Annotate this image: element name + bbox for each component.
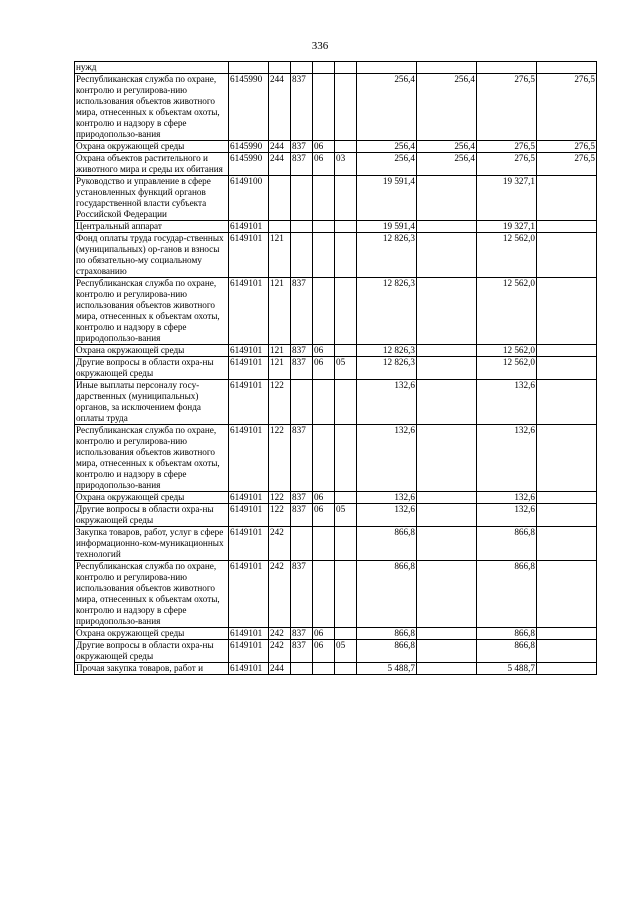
amount-year2-subvention: [537, 425, 597, 492]
target-article-code: 6149101: [229, 357, 269, 380]
amount-year1-subvention: [417, 278, 477, 345]
target-article-code: 6149101: [229, 492, 269, 504]
target-article-code: 6149101: [229, 527, 269, 561]
target-article-code: 6149101: [229, 640, 269, 663]
section-code: 06: [313, 504, 335, 527]
table-row: [75, 663, 597, 675]
section-code: [313, 221, 335, 233]
expense-type-code: 244: [269, 663, 291, 675]
section-code: 06: [313, 628, 335, 640]
amount-year2-subvention: [537, 221, 597, 233]
amount-year1-total: 5 488,7: [357, 663, 417, 675]
section-code: [313, 663, 335, 675]
subsection-code: [335, 561, 357, 628]
row-name: Иные выплаты персоналу госу-дарственных (муниципальных) органов, за исключением фонда оплаты труда: [75, 380, 229, 425]
amount-year1-total: 132,6: [357, 425, 417, 492]
row-name: Центральный аппарат: [75, 221, 229, 233]
amount-year2-subvention: [537, 504, 597, 527]
table-row: [75, 357, 597, 380]
page-number: 336: [311, 40, 329, 52]
target-article-code: 6145990: [229, 141, 269, 153]
budget-table: [74, 61, 597, 675]
subsection-code: [335, 233, 357, 278]
amount-year2-subvention: 276,5: [537, 153, 597, 176]
amount-year2-total: 12 562,0: [477, 278, 537, 345]
amount-year1-subvention: 256,4: [417, 141, 477, 153]
row-name: Другие вопросы в области охра-ны окружающей среды: [75, 640, 229, 663]
amount-year1-subvention: [417, 425, 477, 492]
section-code: 06: [313, 357, 335, 380]
expense-type-code: 242: [269, 628, 291, 640]
subsection-code: [335, 527, 357, 561]
amount-year2-subvention: 276,5: [537, 74, 597, 141]
row-name: Фонд оплаты труда государ-ственных (муниципальных) ор-ганов и взносы по обязательно-му социальному страхованию: [75, 233, 229, 278]
row-name: Республиканская служба по охране, контролю и регулирова-нию использования объектов животного мира, отнесенных к объектам охоты, контролю и надзору в сфере природопользо-вания: [75, 278, 229, 345]
expense-type-code: 121: [269, 233, 291, 278]
target-article-code: 6149101: [229, 504, 269, 527]
row-name: Республиканская служба по охране, контролю и регулирова-нию использования объектов животного мира, отнесенных к объектам охоты, контролю и надзору в сфере природопользо-вания: [75, 74, 229, 141]
amount-year2-subvention: [537, 176, 597, 221]
row-name: Охрана объектов растительного и животного мира и среды их обитания: [75, 153, 229, 176]
expense-type-code: [269, 221, 291, 233]
amount-year1-subvention: [417, 233, 477, 278]
amount-year2-total: 132,6: [477, 492, 537, 504]
section-code: [313, 176, 335, 221]
table-body: [75, 62, 597, 675]
amount-year2-total: 866,8: [477, 527, 537, 561]
subsection-code: 05: [335, 504, 357, 527]
amount-year2-subvention: [537, 527, 597, 561]
amount-year1-total: 12 826,3: [357, 357, 417, 380]
target-article-code: 6149101: [229, 561, 269, 628]
department-code: 837: [291, 504, 313, 527]
subsection-code: [335, 663, 357, 675]
amount-year1-total: 12 826,3: [357, 278, 417, 345]
department-code: [291, 176, 313, 221]
amount-year1-subvention: [417, 504, 477, 527]
table-row: [75, 278, 597, 345]
amount-year2-subvention: 276,5: [537, 141, 597, 153]
amount-year2-subvention: [537, 233, 597, 278]
amount-year2-total: 5 488,7: [477, 663, 537, 675]
department-code: 837: [291, 357, 313, 380]
amount-year1-subvention: [417, 663, 477, 675]
table-row: [75, 527, 597, 561]
amount-year2-subvention: [537, 628, 597, 640]
row-name: Республиканская служба по охране, контролю и регулирова-нию использования объектов животного мира, отнесенных к объектам охоты, контролю и надзору в сфере природопользо-вания: [75, 561, 229, 628]
amount-year1-subvention: [417, 345, 477, 357]
row-name: Республиканская служба по охране, контролю и регулирова-нию использования объектов животного мира, отнесенных к объектам охоты, контролю и надзору в сфере природопользо-вания: [75, 425, 229, 492]
row-name: Руководство и управление в сфере установленных функций органов государственной власти субъекта Российской Федерации: [75, 176, 229, 221]
amount-year1-total: 256,4: [357, 153, 417, 176]
amount-year1-subvention: [417, 628, 477, 640]
section-code: 06: [313, 492, 335, 504]
expense-type-code: 242: [269, 640, 291, 663]
table-row: [75, 380, 597, 425]
amount-year2-subvention: [537, 663, 597, 675]
amount-year2-total: 276,5: [477, 141, 537, 153]
amount-year2-total: 276,5: [477, 153, 537, 176]
subsection-code: [335, 141, 357, 153]
section-code: 06: [313, 153, 335, 176]
subsection-code: 05: [335, 640, 357, 663]
department-code: 837: [291, 628, 313, 640]
row-name: Другие вопросы в области охра-ны окружающей среды: [75, 504, 229, 527]
subsection-code: [335, 74, 357, 141]
amount-year2-total: 19 327,1: [477, 221, 537, 233]
department-code: 837: [291, 74, 313, 141]
table-row: [75, 628, 597, 640]
target-article-code: 6149101: [229, 345, 269, 357]
subsection-code: [335, 278, 357, 345]
department-code: [291, 380, 313, 425]
department-code: 837: [291, 141, 313, 153]
amount-year2-total: 132,6: [477, 504, 537, 527]
department-code: 837: [291, 278, 313, 345]
amount-year1-total: 256,4: [357, 74, 417, 141]
amount-year2-total: 12 562,0: [477, 345, 537, 357]
amount-year2-subvention: [537, 380, 597, 425]
subsection-code: 05: [335, 357, 357, 380]
target-article-code: 6145990: [229, 74, 269, 141]
section-code: [313, 278, 335, 345]
department-code: 837: [291, 153, 313, 176]
subsection-code: [335, 380, 357, 425]
expense-type-code: 242: [269, 561, 291, 628]
row-name: Другие вопросы в области охра-ны окружающей среды: [75, 357, 229, 380]
department-code: 837: [291, 492, 313, 504]
amount-year1-subvention: [417, 176, 477, 221]
table-row: [75, 176, 597, 221]
amount-year1-subvention: 256,4: [417, 153, 477, 176]
expense-type-code: 122: [269, 380, 291, 425]
department-code: 837: [291, 561, 313, 628]
row-name: Охрана окружающей среды: [75, 628, 229, 640]
section-code: [313, 233, 335, 278]
target-article-code: 6149101: [229, 663, 269, 675]
department-code: 837: [291, 640, 313, 663]
expense-type-code: 244: [269, 141, 291, 153]
row-name: Охрана окружающей среды: [75, 141, 229, 153]
expense-type-code: 121: [269, 357, 291, 380]
section-code: [313, 74, 335, 141]
amount-year2-subvention: [537, 278, 597, 345]
amount-year1-subvention: 256,4: [417, 74, 477, 141]
amount-year1-total: 132,6: [357, 492, 417, 504]
row-name: Охрана окружающей среды: [75, 345, 229, 357]
section-code: 06: [313, 141, 335, 153]
amount-year1-subvention: [417, 357, 477, 380]
amount-year1-total: 866,8: [357, 640, 417, 663]
target-article-code: 6149101: [229, 628, 269, 640]
amount-year2-subvention: [537, 492, 597, 504]
section-code: [313, 561, 335, 628]
subsection-code: [335, 176, 357, 221]
section-code: [313, 527, 335, 561]
expense-type-code: 121: [269, 345, 291, 357]
amount-year1-total: 12 826,3: [357, 345, 417, 357]
amount-year2-total: 132,6: [477, 425, 537, 492]
department-code: 837: [291, 425, 313, 492]
amount-year1-total: 132,6: [357, 504, 417, 527]
target-article-code: 6149101: [229, 380, 269, 425]
amount-year1-total: 132,6: [357, 380, 417, 425]
table-row: [75, 233, 597, 278]
amount-year2-total: 12 562,0: [477, 357, 537, 380]
expense-type-code: 121: [269, 278, 291, 345]
target-article-code: 6149101: [229, 425, 269, 492]
continuation-row: [75, 62, 597, 74]
department-code: [291, 221, 313, 233]
expense-type-code: 122: [269, 425, 291, 492]
amount-year2-total: 866,8: [477, 628, 537, 640]
department-code: [291, 663, 313, 675]
expense-type-code: 122: [269, 492, 291, 504]
row-name: Прочая закупка товаров, работ и: [75, 663, 229, 675]
amount-year1-total: 19 591,4: [357, 221, 417, 233]
amount-year2-total: 12 562,0: [477, 233, 537, 278]
subsection-code: [335, 221, 357, 233]
table-row: [75, 492, 597, 504]
amount-year1-subvention: [417, 221, 477, 233]
amount-year2-subvention: [537, 357, 597, 380]
expense-type-code: 244: [269, 153, 291, 176]
department-code: [291, 527, 313, 561]
amount-year1-total: 19 591,4: [357, 176, 417, 221]
table-row: [75, 141, 597, 153]
amount-year1-total: 866,8: [357, 527, 417, 561]
subsection-code: [335, 425, 357, 492]
section-code: [313, 380, 335, 425]
table-row: [75, 153, 597, 176]
expense-type-code: 244: [269, 74, 291, 141]
amount-year2-total: 866,8: [477, 561, 537, 628]
target-article-code: 6149100: [229, 176, 269, 221]
target-article-code: 6149101: [229, 221, 269, 233]
subsection-code: [335, 492, 357, 504]
subsection-code: 03: [335, 153, 357, 176]
amount-year1-subvention: [417, 561, 477, 628]
row-name: Охрана окружающей среды: [75, 492, 229, 504]
table-row: [75, 74, 597, 141]
target-article-code: 6149101: [229, 233, 269, 278]
amount-year1-total: 256,4: [357, 141, 417, 153]
department-code: [291, 233, 313, 278]
target-article-code: 6149101: [229, 278, 269, 345]
continuation-text: нужд: [75, 62, 229, 74]
amount-year1-subvention: [417, 527, 477, 561]
table-row: [75, 425, 597, 492]
amount-year1-total: 866,8: [357, 561, 417, 628]
section-code: [313, 425, 335, 492]
amount-year2-subvention: [537, 561, 597, 628]
expense-type-code: 122: [269, 504, 291, 527]
subsection-code: [335, 345, 357, 357]
table-row: [75, 221, 597, 233]
section-code: 06: [313, 345, 335, 357]
amount-year1-total: 866,8: [357, 628, 417, 640]
amount-year2-total: 19 327,1: [477, 176, 537, 221]
section-code: 06: [313, 640, 335, 663]
amount-year1-total: 12 826,3: [357, 233, 417, 278]
amount-year1-subvention: [417, 492, 477, 504]
amount-year2-total: 866,8: [477, 640, 537, 663]
amount-year1-subvention: [417, 380, 477, 425]
table-row: [75, 561, 597, 628]
table-row: [75, 640, 597, 663]
department-code: 837: [291, 345, 313, 357]
expense-type-code: [269, 176, 291, 221]
amount-year2-subvention: [537, 640, 597, 663]
target-article-code: 6145990: [229, 153, 269, 176]
table-row: [75, 345, 597, 357]
subsection-code: [335, 628, 357, 640]
table-row: [75, 504, 597, 527]
expense-type-code: 242: [269, 527, 291, 561]
amount-year1-subvention: [417, 640, 477, 663]
amount-year2-total: 132,6: [477, 380, 537, 425]
amount-year2-subvention: [537, 345, 597, 357]
amount-year2-total: 276,5: [477, 74, 537, 141]
row-name: Закупка товаров, работ, услуг в сфере информационно-ком-муникационных технологий: [75, 527, 229, 561]
